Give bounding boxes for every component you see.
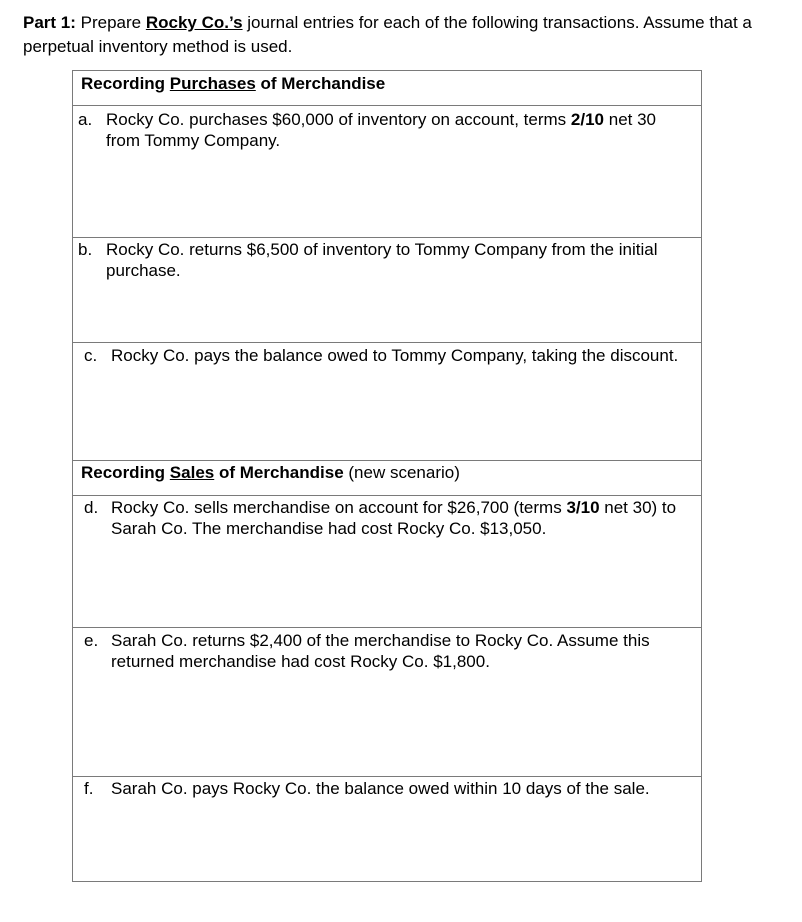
- item-letter: a.: [78, 110, 93, 129]
- company-name: Rocky Co.’s: [145, 13, 243, 32]
- item-letter: e.: [84, 631, 99, 650]
- header-lead: Recording: [81, 463, 170, 482]
- header-tail: of Merchandise: [255, 74, 386, 93]
- item-text: Rocky Co. sells merchandise on account for $26,700 (terms 3/10 net 30) to Sarah Co. The merchandise had cost Rocky Co. $13,050.: [111, 498, 677, 538]
- transaction-c: [72, 342, 702, 460]
- header-keyword: Purchases: [169, 74, 256, 93]
- item-letter: d.: [84, 498, 99, 517]
- transaction-b: [72, 237, 702, 342]
- transaction-d: [72, 495, 702, 627]
- intro-prefix: Prepare: [75, 13, 146, 32]
- section-header-sales: [72, 460, 702, 495]
- terms-value: 2/10: [570, 110, 605, 129]
- header-keyword: Sales: [169, 463, 215, 482]
- item-text: Sarah Co. returns $2,400 of the merchandise to Rocky Co. Assume this returned merchandise had cost Rocky Co. $1,800.: [111, 631, 650, 671]
- part-label: Part 1:: [23, 13, 76, 32]
- terms-value: 3/10: [566, 498, 600, 517]
- item-text: Rocky Co. returns $6,500 of inventory to Tommy Company from the initial purchase.: [106, 240, 658, 280]
- intro-text: journal entries for each of the following transactions. Assume that a perpetual inventory method is used.: [23, 13, 752, 56]
- header-lead: Recording: [81, 74, 170, 93]
- header-note: (new scenario): [343, 463, 460, 482]
- instructions: [23, 11, 783, 59]
- transaction-a: [72, 105, 702, 237]
- item-letter: c.: [84, 346, 98, 365]
- transaction-e: [72, 627, 702, 776]
- item-text: Sarah Co. pays Rocky Co. the balance owed within 10 days of the sale.: [111, 779, 650, 798]
- transaction-f: [72, 776, 702, 882]
- section-header-purchases: [72, 70, 702, 105]
- item-letter: b.: [78, 240, 93, 259]
- item-text: Rocky Co. pays the balance owed to Tommy Company, taking the discount.: [111, 346, 679, 365]
- item-letter: f.: [84, 779, 94, 798]
- item-text: Rocky Co. purchases $60,000 of inventory on account, terms 2/10 net 30 from Tommy Company.: [106, 110, 657, 150]
- header-tail: of Merchandise: [214, 463, 344, 482]
